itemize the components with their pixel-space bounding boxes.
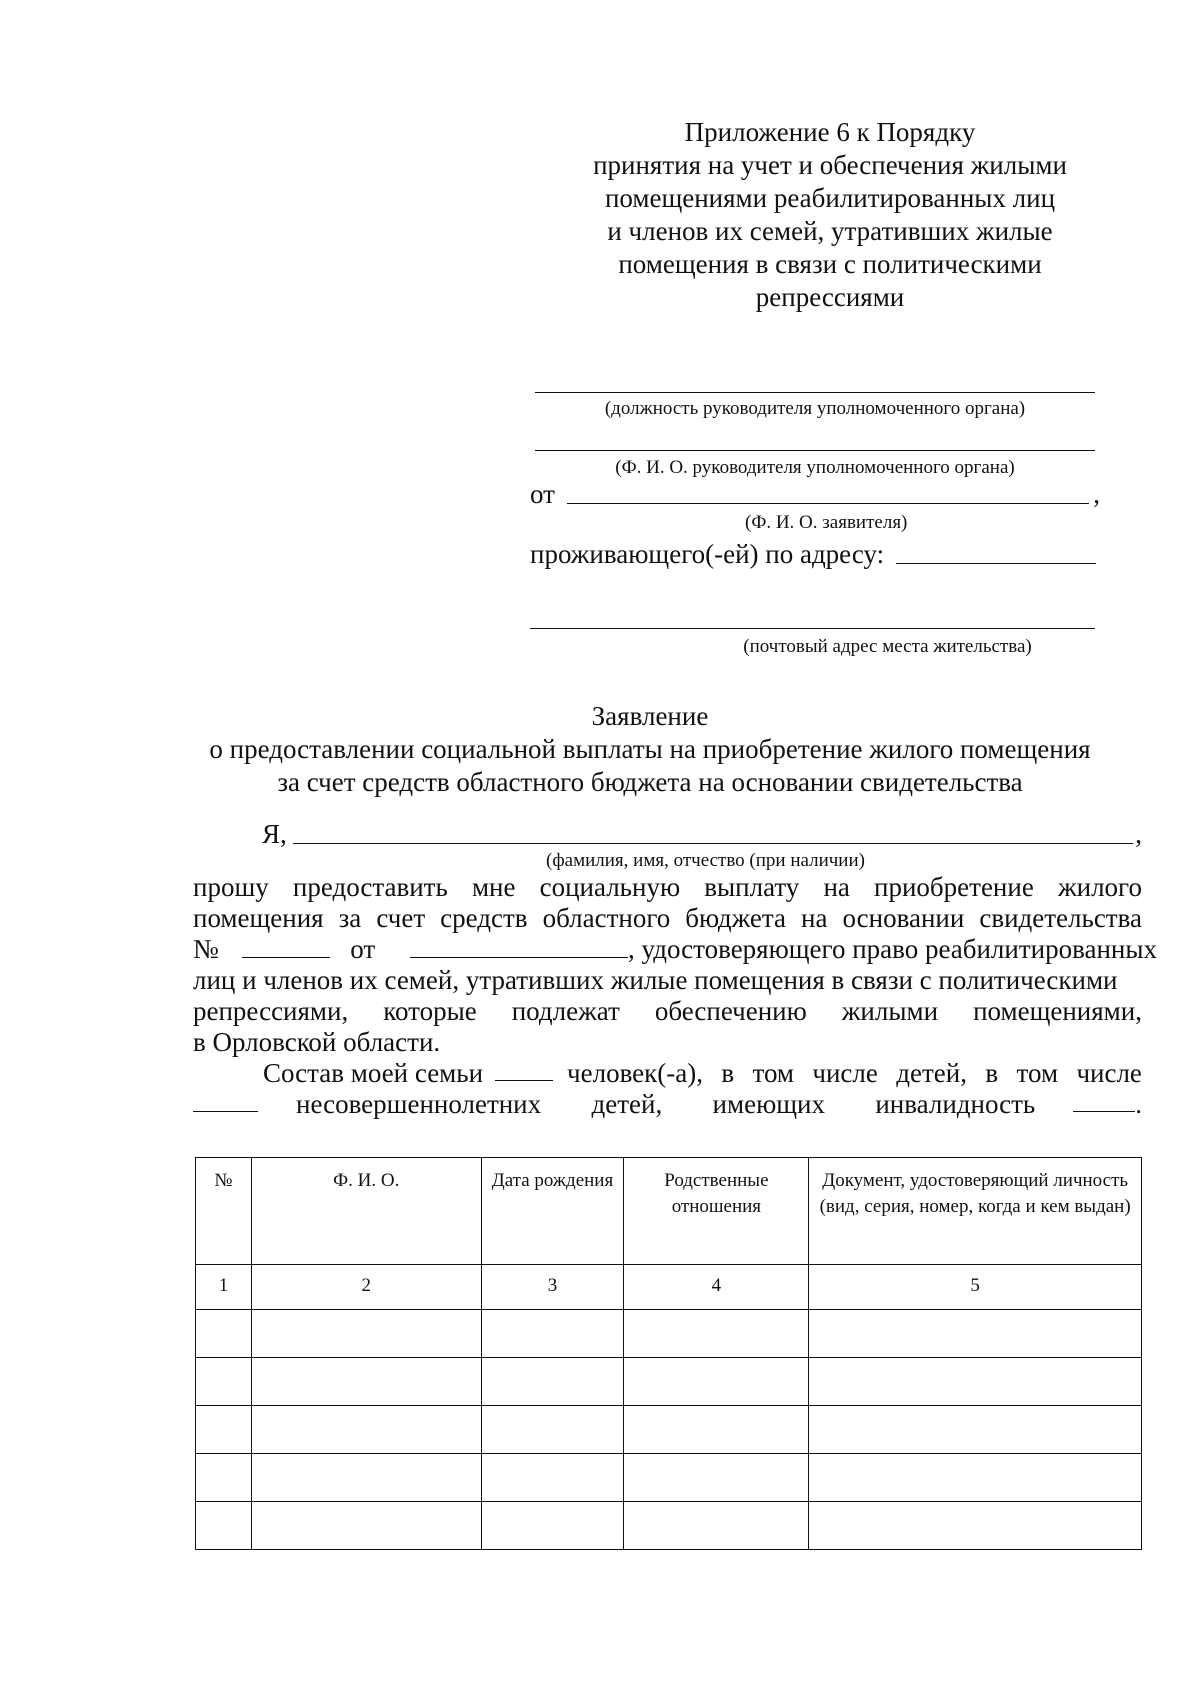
table-cell[interactable]: [481, 1310, 624, 1358]
from-word: от: [350, 934, 376, 964]
table-cell[interactable]: [481, 1502, 624, 1550]
table-row: [196, 1406, 1142, 1454]
family-start-text: Состав моей семьи: [263, 1058, 484, 1088]
header-relationship: Родственные отношения: [624, 1158, 809, 1265]
word: социальную: [539, 872, 681, 902]
table-cell[interactable]: [624, 1406, 809, 1454]
word: свидетельства: [979, 903, 1142, 933]
word: числе: [1076, 1058, 1142, 1088]
word: числе: [812, 1058, 878, 1088]
family-line-2-words: [296, 1089, 1035, 1120]
word: в: [721, 1058, 735, 1088]
word: имеющих: [712, 1089, 825, 1119]
table-cell[interactable]: [809, 1454, 1142, 1502]
table-cell[interactable]: [809, 1358, 1142, 1406]
word: мне: [471, 872, 516, 902]
column-number: 3: [481, 1265, 624, 1310]
postal-address-line: [530, 628, 1095, 629]
statement-subtitle-line: о предоставлении социальной выплаты на приобретение жилого помещения: [209, 734, 1091, 764]
column-number: 5: [809, 1265, 1142, 1310]
table-cell[interactable]: [481, 1358, 624, 1406]
applicant-field[interactable]: [530, 478, 1100, 510]
appendix-line: помещениями реабилитированных лиц: [604, 183, 1056, 213]
postal-address-field[interactable]: [530, 628, 1095, 658]
certificate-rest-text: , удостоверяющего право реабилитированных: [627, 934, 1158, 964]
word: обеспечению: [654, 996, 807, 1026]
column-number: 4: [624, 1265, 809, 1310]
appendix-line: репрессиями: [755, 282, 905, 312]
family-line-1: [193, 1058, 1142, 1089]
column-number: 1: [196, 1265, 252, 1310]
table-cell[interactable]: [624, 1454, 809, 1502]
from-label: от: [530, 479, 555, 509]
word: прошу: [193, 872, 269, 902]
table-cell[interactable]: [251, 1358, 481, 1406]
family-line-2: [193, 1089, 1142, 1120]
table-cell[interactable]: [481, 1406, 624, 1454]
word: репрессиями,: [193, 996, 349, 1026]
header-number: №: [196, 1158, 252, 1265]
word: помещения: [193, 903, 324, 933]
word: несовершеннолетних: [296, 1089, 542, 1119]
statement-heading: Заявление: [591, 701, 709, 731]
word: на: [823, 872, 850, 902]
family-line-1-rest: [567, 1058, 1142, 1089]
postal-address-caption: (почтовый адрес места жительства): [743, 636, 1032, 657]
head-name-line: [535, 450, 1095, 451]
word: том: [752, 1058, 795, 1088]
fio-caption: (фамилия, имя, отчество (при наличии): [546, 850, 865, 871]
table-row: [196, 1502, 1142, 1550]
appendix-line: принятия на учет и обеспечения жилыми: [593, 150, 1067, 180]
word: приобретение: [874, 872, 1034, 902]
word: предоставить: [292, 872, 448, 902]
table-cell[interactable]: [196, 1406, 252, 1454]
header-birth-date: Дата рождения: [481, 1158, 624, 1265]
table-cell[interactable]: [251, 1454, 481, 1502]
word: помещениями,: [973, 996, 1142, 1026]
word: том: [1016, 1058, 1059, 1088]
from-comma: ,: [1093, 479, 1100, 509]
table-cell[interactable]: [809, 1502, 1142, 1550]
word: в: [985, 1058, 999, 1088]
word: основании: [842, 903, 965, 933]
appendix-line: и членов их семей, утративших жилые: [607, 216, 1053, 246]
appendix-reference: [560, 116, 1100, 314]
disabled-children-field[interactable]: [1073, 1089, 1135, 1112]
table-cell[interactable]: [481, 1454, 624, 1502]
number-sign: №: [193, 934, 219, 964]
position-line: [535, 392, 1095, 393]
head-name-caption: (Ф. И. О. руководителя уполномоченного органа): [615, 457, 1015, 478]
word: детей,: [896, 1058, 967, 1088]
table-cell[interactable]: [624, 1310, 809, 1358]
applicant-name-line: [293, 843, 1133, 844]
appendix-line: помещения в связи с политическими: [618, 249, 1042, 279]
children-count-field[interactable]: [193, 1089, 258, 1112]
body-line-3: [193, 934, 1158, 965]
word: бюджета: [685, 903, 786, 933]
word: которые: [383, 996, 477, 1026]
applicant-line: [567, 503, 1089, 504]
column-number: 2: [251, 1265, 481, 1310]
table-row: [196, 1358, 1142, 1406]
table-cell[interactable]: [196, 1358, 252, 1406]
body-line-1: [193, 872, 1142, 903]
address-line-inline: [896, 563, 1096, 564]
word: средств: [440, 903, 528, 933]
word: инвалидность: [875, 1089, 1036, 1119]
table-cell[interactable]: [196, 1502, 252, 1550]
statement-subtitle-line: за счет средств областного бюджета на основании свидетельства: [277, 767, 1023, 797]
table-header-row: [196, 1158, 1142, 1265]
statement-body: [193, 872, 1158, 1120]
header-identity-document: Документ, удостоверяющий личность (вид, серия, номер, когда и кем выдан): [809, 1158, 1142, 1265]
position-caption: (должность руководителя уполномоченного органа): [604, 398, 1026, 419]
body-line-2: [193, 903, 1142, 934]
ya-comma: ,: [1135, 819, 1142, 849]
body-line-4: лиц и членов их семей, утративших жилые помещения в связи с политическими: [193, 965, 1118, 995]
word: детей,: [591, 1089, 663, 1119]
table-row: [196, 1454, 1142, 1502]
table-row: [196, 1310, 1142, 1358]
word: жилого: [1057, 872, 1142, 902]
word: выплату: [704, 872, 800, 902]
statement-title: [190, 700, 1110, 799]
period: .: [1135, 1089, 1142, 1119]
family-members-table: [195, 1157, 1142, 1550]
body-line-5: [193, 996, 1142, 1027]
header-fio: Ф. И. О.: [251, 1158, 481, 1265]
residing-label: проживающего(-ей) по адресу:: [530, 539, 885, 569]
body-line-6: в Орловской области.: [193, 1027, 441, 1057]
word: подлежат: [511, 996, 620, 1026]
word: счет: [376, 903, 426, 933]
word: жилыми: [841, 996, 939, 1026]
position-field[interactable]: [535, 392, 1095, 420]
word: областного: [542, 903, 671, 933]
word: человек(-а),: [567, 1058, 703, 1088]
table-cell[interactable]: [196, 1454, 252, 1502]
table-cell[interactable]: [251, 1406, 481, 1454]
ya-label: Я,: [262, 819, 287, 849]
word: за: [338, 903, 362, 933]
applicant-caption: (Ф. И. О. заявителя): [745, 512, 908, 533]
table-cell[interactable]: [251, 1310, 481, 1358]
certificate-number-field[interactable]: [242, 935, 330, 958]
table-cell[interactable]: [809, 1310, 1142, 1358]
appendix-line: Приложение 6 к Порядку: [684, 117, 976, 147]
table-column-numbers-row: [196, 1265, 1142, 1310]
applicant-name-field[interactable]: [262, 818, 1142, 850]
table-cell[interactable]: [251, 1502, 481, 1550]
address-field[interactable]: [530, 538, 1100, 570]
family-size-field[interactable]: [495, 1058, 553, 1081]
word: на: [801, 903, 828, 933]
table-cell[interactable]: [809, 1406, 1142, 1454]
head-name-field[interactable]: [535, 450, 1095, 479]
table-cell[interactable]: [196, 1310, 252, 1358]
table-cell[interactable]: [624, 1502, 809, 1550]
certificate-date-field[interactable]: [410, 935, 628, 958]
table-cell[interactable]: [624, 1358, 809, 1406]
